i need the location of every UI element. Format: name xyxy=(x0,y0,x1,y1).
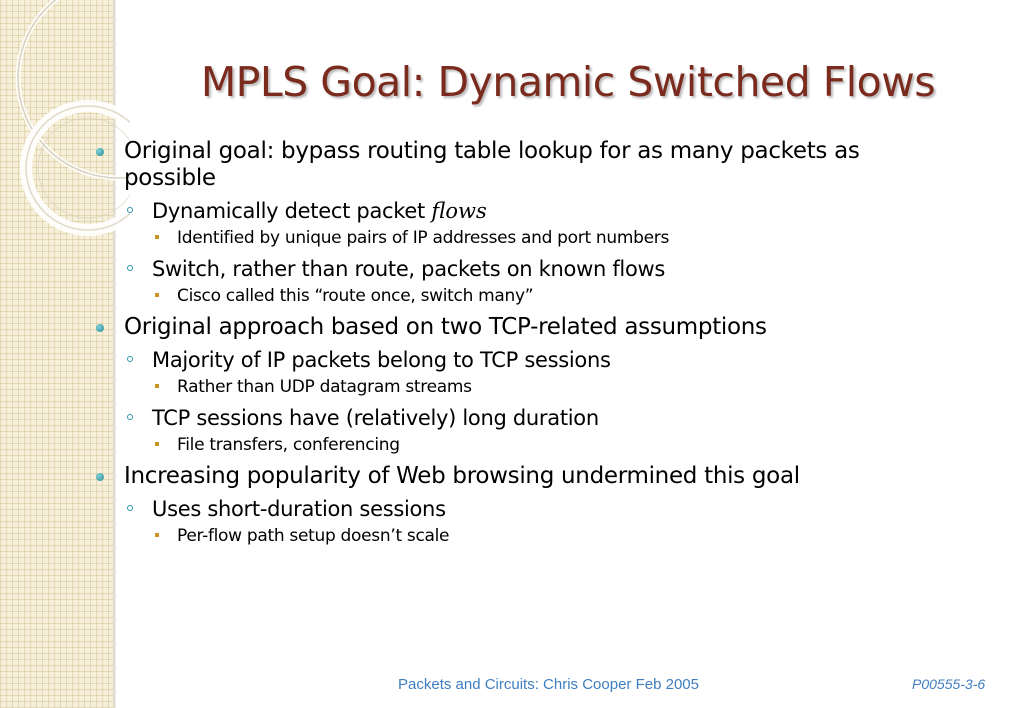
bullet-list xyxy=(96,138,896,554)
bullet-text: Switch, rather than route, packets on known flows xyxy=(152,257,666,281)
bullet-text: Increasing popularity of Web browsing undermined this goal xyxy=(124,463,800,489)
footer-credit: Packets and Circuits: Chris Cooper Feb 2005 xyxy=(398,676,699,693)
emphasis-text: flows xyxy=(431,199,487,223)
bullet-level3 xyxy=(96,376,896,398)
bullet-level3 xyxy=(96,227,896,249)
bullet-square-icon xyxy=(155,293,159,297)
bullet-text: Per-flow path setup doesn’t scale xyxy=(177,526,450,546)
bullet-text: Uses short-duration sessions xyxy=(152,497,446,521)
bullet-text: TCP sessions have (relatively) long duration xyxy=(152,406,599,430)
bullet-ring-icon xyxy=(127,207,133,213)
bullet-level1 xyxy=(96,138,896,192)
bullet-dot-icon xyxy=(96,324,104,332)
bullet-level2 xyxy=(96,405,896,431)
bullet-text: Original goal: bypass routing table lookup for as many packets as possible xyxy=(124,138,860,191)
bullet-text: Original approach based on two TCP-related assumptions xyxy=(124,314,767,340)
bullet-ring-icon xyxy=(127,265,133,271)
slide-id: P00555-3-6 xyxy=(912,676,986,692)
bullet-text: Majority of IP packets belong to TCP sessions xyxy=(152,348,611,372)
bullet-level3 xyxy=(96,285,896,307)
bullet-ring-icon xyxy=(127,356,133,362)
bullet-square-icon xyxy=(155,442,159,446)
bullet-text: Rather than UDP datagram streams xyxy=(177,377,472,397)
bullet-text: Dynamically detect packet xyxy=(152,199,432,223)
bullet-text: Cisco called this “route once, switch many” xyxy=(177,286,534,306)
bullet-level2 xyxy=(96,347,896,373)
bullet-level2 xyxy=(96,198,896,224)
bullet-level2 xyxy=(96,256,896,282)
bullet-level3 xyxy=(96,525,896,547)
bullet-text: File transfers, conferencing xyxy=(177,435,400,455)
bullet-ring-icon xyxy=(127,414,133,420)
bullet-level1 xyxy=(96,314,896,341)
bullet-text: Identified by unique pairs of IP addresses and port numbers xyxy=(177,228,670,248)
bullet-level1 xyxy=(96,463,896,490)
bullet-dot-icon xyxy=(96,473,104,481)
bullet-level2 xyxy=(96,496,896,522)
slide-title: MPLS Goal: Dynamic Switched Flows xyxy=(200,58,936,106)
bullet-level3 xyxy=(96,434,896,456)
bullet-ring-icon xyxy=(127,505,133,511)
bullet-square-icon xyxy=(155,533,159,537)
bullet-square-icon xyxy=(155,235,159,239)
bullet-square-icon xyxy=(155,384,159,388)
bullet-dot-icon xyxy=(96,148,104,156)
